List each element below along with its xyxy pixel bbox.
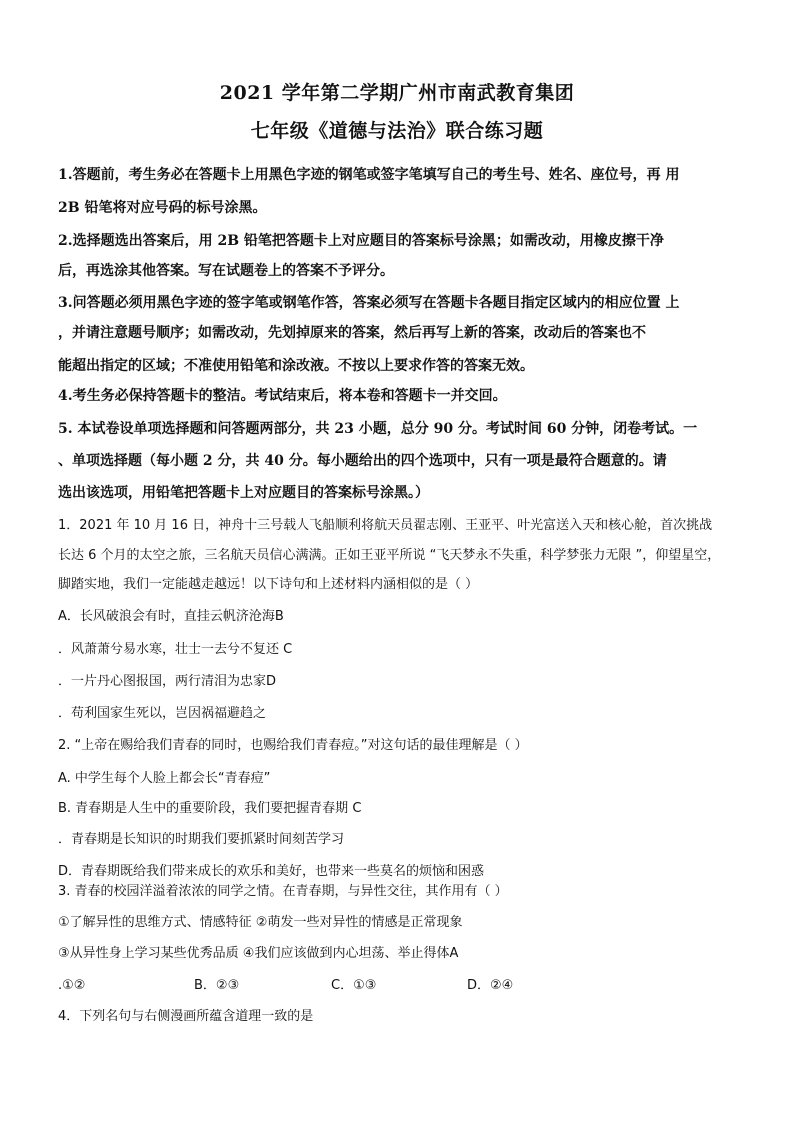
statement-line: ③从异性身上学习某些优秀品质 ④我们应该做到内心坦荡、举止得体A: [58, 946, 459, 961]
question-line: 2. “上帝在赐给我们青春的同时，也赐给我们青春痘。”对这句话的最佳理解是（ ）: [58, 738, 528, 753]
instruction-line: ，并请注意题号顺序；如需改动，先划掉原来的答案，然后再写上新的答案，改动后的答案也不: [58, 325, 646, 341]
option-b: B．②③: [194, 978, 240, 993]
question-line: 4．下列名句与右侧漫画所蕴含道理一致的是: [58, 1009, 314, 1024]
instruction-line: 1.答题前，考生务必在答题卡上用黑色字迹的钢笔或签字笔填写自己的考生号、姓名、座位号，再 用: [58, 167, 680, 183]
exam-title: 2021 学年第二学期广州市南武教育集团: [219, 82, 575, 104]
option-line: A. 中学生每个人脸上都会长“青春痘”: [58, 771, 271, 786]
instruction-line: 选出该选项，用铅笔把答题卡上对应题目的答案标号涂黑。）: [58, 485, 429, 501]
option-line: B. 青春期是人生中的重要阶段，我们要把握青春期 C: [58, 801, 362, 816]
question-line: 3. 青春的校园洋溢着浓浓的同学之情。在青春期，与异性交往，其作用有（ ）: [58, 884, 508, 899]
question-line: 脚踏实地，我们一定能越走越远！以下诗句和上述材料内涵相似的是（ ）: [58, 577, 479, 592]
option-line: D．青春期既给我们带来成长的欢乐和美好，也带来一些莫名的烦恼和困惑: [58, 864, 485, 879]
instruction-line: 3.问答题必须用黑色字迹的签字笔或钢笔作答，答案必须写在答题卡各题目指定区域内的相应位置 上: [58, 295, 680, 311]
instruction-line: 后，再选涂其他答案。写在试题卷上的答案不予评分。: [58, 263, 394, 279]
instruction-line: 4.考生务必保持答题卡的整洁。考试结束后，将本卷和答题卡一并交回。: [58, 388, 507, 404]
option-line: ．一片丹心图报国，两行清泪为忠家D: [58, 674, 277, 689]
option-d: D．②④: [467, 978, 514, 993]
option-a: .①②: [58, 978, 86, 993]
option-line: ．青春期是长知识的时期我们要抓紧时间刻苦学习: [58, 832, 345, 847]
option-line: ．苟利国家生死以，岂因祸福避趋之: [58, 706, 267, 721]
question-line: 1．2021 年 10 月 16 日，神舟十三号载人飞船顺利将航天员翟志刚、王亚平、叶光富送入天和核心舱，首次挑战: [58, 518, 713, 533]
option-line: A．长风破浪会有时，直挂云帆济沧海B: [58, 609, 284, 624]
instruction-line: 5. 本试卷设单项选择题和问答题两部分，共 23 小题，总分 90 分。考试时间 60 分钟，闭卷考试。一: [58, 421, 698, 437]
statement-line: ①了解异性的思维方式、情感特征 ②萌发一些对异性的情感是正常现象: [58, 915, 463, 930]
instruction-line: 2B 铅笔将对应号码的标号涂黑。: [58, 200, 267, 216]
instruction-line: 能超出指定的区域；不准使用铅笔和涂改液。不按以上要求作答的答案无效。: [58, 358, 534, 374]
question-line: 长达 6 个月的太空之旅，三名航天员信心满满。正如王亚平所说 “飞天梦永不失重，科学梦张力无限 ”，仰望星空，: [58, 548, 721, 563]
option-c: C．①③: [331, 978, 377, 993]
option-line: ．风萧萧兮易水寒，壮士一去兮不复还 C: [58, 642, 293, 657]
instruction-line: 、单项选择题（每小题 2 分，共 40 分。每小题给出的四个选项中，只有一项是最符合题意的。请: [58, 453, 667, 469]
instruction-line: 2.选择题选出答案后，用 2B 铅笔把答题卡上对应题目的答案标号涂黑；如需改动，用橡皮擦干净: [58, 233, 664, 249]
q3-options: [58, 972, 513, 1000]
exam-subtitle: 七年级《道德与法治》联合练习题: [250, 120, 544, 142]
